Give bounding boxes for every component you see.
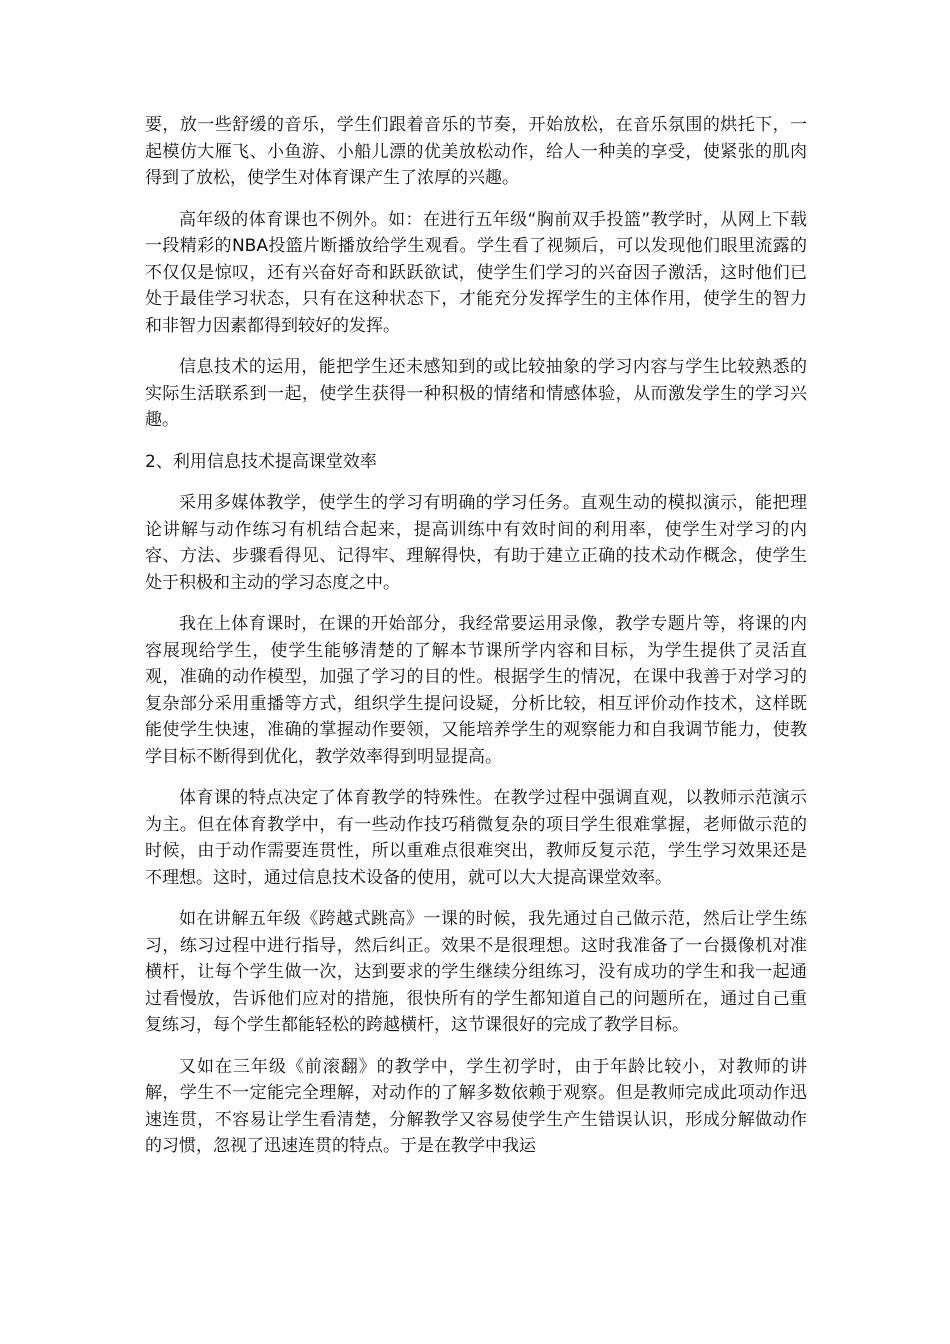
paragraph-pe-characteristics: 体育课的特点决定了体育教学的特殊性。在教学过程中强调直观，以教师示范演示为主。但在体育教学中，有一些动作技巧稍微复杂的项目学生很难掌握，老师做示范的时候，由于动作需要连贯性，所以重难点很难突出，教师反复示范，学生学习效果还是不理想。这时，通过信息技术设备的使用，就可以大大提高课堂效率。: [145, 788, 807, 888]
paragraph-forward-roll: 又如在三年级《前滚翻》的教学中，学生初学时，由于年龄比较小，对教师的讲解，学生不一定能完全理解，对动作的了解多数依赖于观察。但是教师完成此项动作迅速连贯，不容易让学生看清楚，分解教学又容易使学生产生错误认识，形成分解做动作的习惯，忽视了迅速连贯的特点。于是在教学中我运: [145, 1056, 807, 1156]
paragraph-high-jump: 如在讲解五年级《跨越式跳高》一课的时候，我先通过自己做示范，然后让学生练习，练习过程中进行指导，然后纠正。效果不是很理想。这时我准备了一台摄像机对准横杆，让每个学生做一次，达到要求的学生继续分组练习，没有成功的学生和我一起通过看慢放，告诉他们应对的措施，很快所有的学生都知道自己的问题所在，通过自己重复练习，每个学生都能轻松的跨越横杆，这节课很好的完成了教学目标。: [145, 909, 807, 1035]
document-page: [145, 112, 807, 1175]
paragraph-it-application: 信息技术的运用，能把学生还未感知到的或比较抽象的学习内容与学生比较熟悉的实际生活联系到一起，使学生获得一种积极的情绪和情感体验，从而激发学生的学习兴趣。: [145, 357, 807, 430]
paragraph-continuation: 要，放一些舒缓的音乐，学生们跟着音乐的节奏，开始放松，在音乐氛围的烘托下，一起模仿大雁飞、小鱼游、小船儿漂的优美放松动作，给人一种美的享受，使紧张的肌肉得到了放松，使学生对体育课产生了浓厚的兴趣。: [145, 115, 807, 188]
paragraph-multimedia: 采用多媒体教学，使学生的学习有明确的学习任务。直观生动的模拟演示，能把理论讲解与动作练习有机结合起来，提高训练中有效时间的利用率，使学生对学习的内容、方法、步骤看得见、记得牢、理解得快，有助于建立正确的技术动作概念，使学生处于积极和主动的学习态度之中。: [145, 493, 807, 593]
paragraph-video-teaching: 我在上体育课时，在课的开始部分，我经常要运用录像，教学专题片等，将课的内容展现给学生，使学生能够清楚的了解本节课所学内容和目标，为学生提供了灵活直观，准确的动作模型，加强了学习的目的性。根据学生的情况，在课中我善于对学习的复杂部分采用重播等方式，组织学生提问设疑，分析比较，相互评价动作技术，这样既能使学生快速，准确的掌握动作要领，又能培养学生的观察能力和自我调节能力，使教学目标不断得到优化，教学效率得到明显提高。: [145, 614, 807, 767]
section-heading: 2、利用信息技术提高课堂效率: [145, 451, 377, 472]
paragraph-senior-grade: 高年级的体育课也不例外。如：在进行五年级“胸前双手投篮”教学时，从网上下载一段精彩的NBA投篮片断播放给学生观看。学生看了视频后，可以发现他们眼里流露的不仅仅是惊叹，还有兴奋好奇和跃跃欲试，使学生们学习的兴奋因子激活，这时他们已处于最佳学习状态，只有在这种状态下，才能充分发挥学生的主体作用，使学生的智力和非智力因素都得到较好的发挥。: [145, 209, 807, 336]
